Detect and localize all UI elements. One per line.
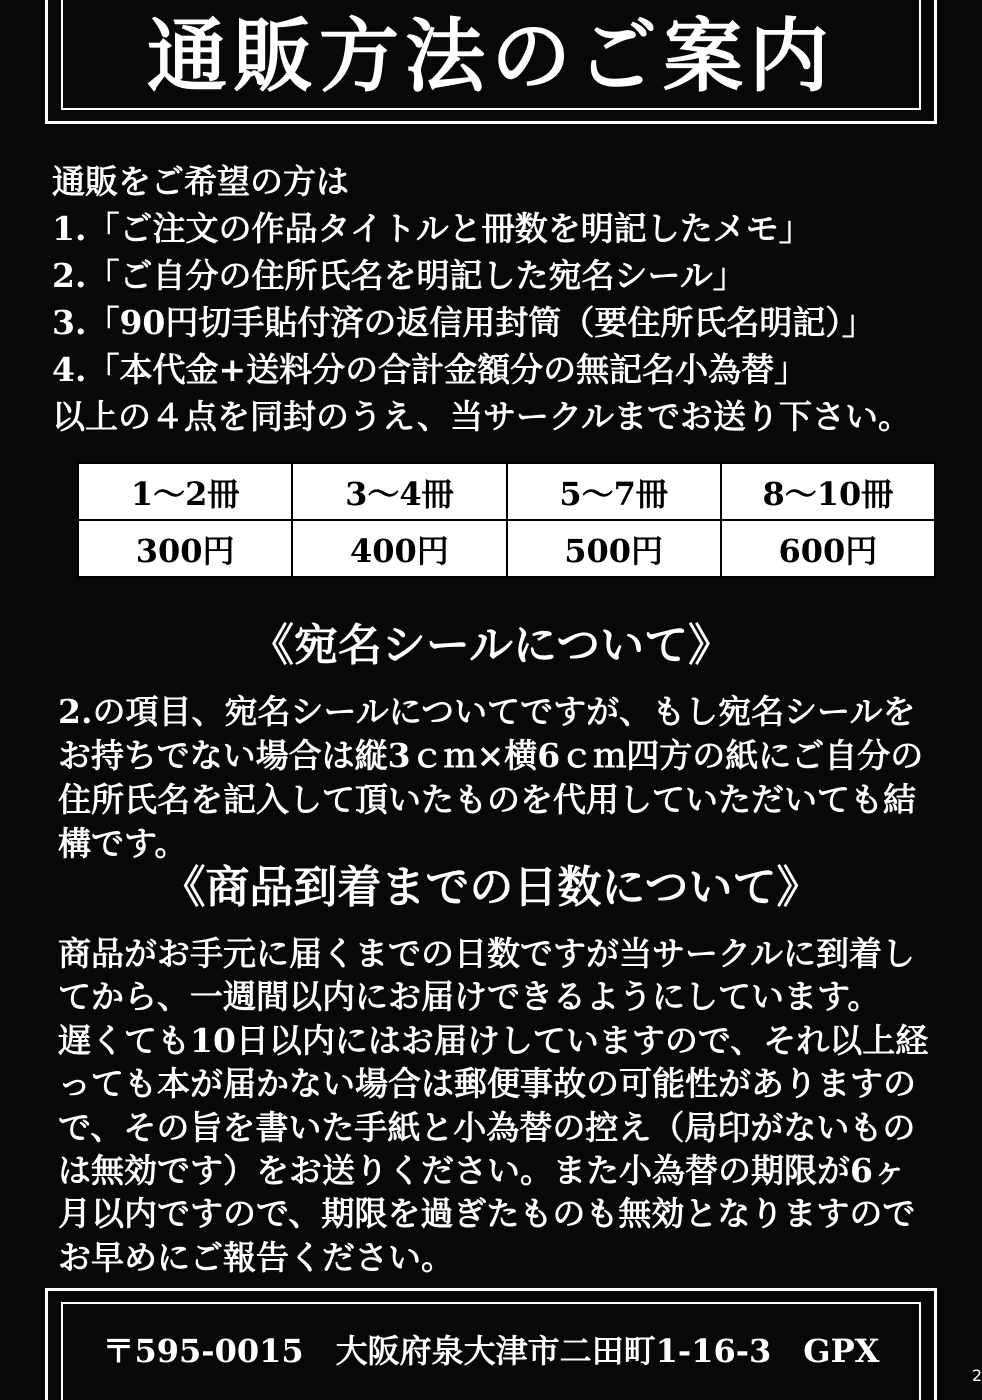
address-frame <box>45 1288 937 1400</box>
paragraph-line: 商品がお手元に届くまでの日数ですが当サークルに到着し <box>58 934 916 973</box>
quantity-cell: 5～7冊 <box>507 463 721 520</box>
intro-line: 1.「ご注文の作品タイトルと冊数を明記したメモ」 <box>52 209 812 248</box>
paragraph-line: 月以内ですので、期限を過ぎたものも無効となりますので <box>58 1194 916 1234</box>
paragraph-line: お持ちでない場合は縦3ｃｍ×横6ｃｍ四方の紙にご自分の <box>58 736 924 775</box>
paragraph-line: てから、一週間以内にお届けできるようにしています。 <box>58 977 881 1017</box>
address-label-paragraph <box>58 690 968 866</box>
intro-line: 通販をご希望の方は <box>52 162 349 201</box>
intro-line: 3.「90円切手貼付済の返信用封筒（要住所氏名明記）」 <box>52 303 875 342</box>
paragraph-line: 住所氏名を記入して頂いたものを代用していただいても結 <box>58 780 916 819</box>
quantity-cell: 8～10冊 <box>721 463 935 520</box>
intro-line: 以上の４点を同封のうえ、当サークルまでお送り下さい。 <box>52 397 911 436</box>
paragraph-line: っても本が届かない場合は郵便事故の可能性がありますの <box>58 1064 916 1104</box>
postal-address: 〒595-0015 大阪府泉大津市二田町1-16-3 GPX <box>102 1332 880 1370</box>
paragraph-line: 遅くても10日以内にはお届けしていますので、それ以上経 <box>58 1020 929 1060</box>
fee-row <box>78 520 935 577</box>
page-number: 2 <box>971 1366 982 1385</box>
delivery-heading: 《商品到着までの日数について》 <box>161 862 821 913</box>
intro-block <box>52 158 952 440</box>
quantity-cell: 1～2冊 <box>78 463 292 520</box>
page-title: 通販方法のご案内 <box>147 9 835 103</box>
shipping-fee-table <box>77 462 936 578</box>
intro-line: 4.「本代金+送料分の合計金額分の無記名小為替」 <box>52 350 808 389</box>
paragraph-line: は無効です）をお送りください。また小為替の期限が6ヶ <box>58 1150 906 1190</box>
paragraph-line: お早めにご報告ください。 <box>58 1237 454 1277</box>
paragraph-line: で、その旨を書いた手紙と小為替の控え（局印がないもの <box>58 1107 916 1147</box>
delivery-paragraph <box>58 932 968 1279</box>
paragraph-line: 構です。 <box>58 824 188 863</box>
fee-cell: 400円 <box>292 520 506 577</box>
paragraph-line: 2.の項目、宛名シールについてですが、もし宛名シールを <box>58 692 916 731</box>
fee-cell: 300円 <box>78 520 292 577</box>
fee-cell: 500円 <box>507 520 721 577</box>
quantity-cell: 3～4冊 <box>292 463 506 520</box>
fee-cell: 600円 <box>721 520 935 577</box>
quantity-row <box>78 463 935 520</box>
intro-line: 2.「ご自分の住所氏名を明記した宛名シール」 <box>52 256 746 295</box>
title-frame <box>45 0 937 124</box>
address-label-heading: 《宛名シールについて》 <box>249 620 733 671</box>
